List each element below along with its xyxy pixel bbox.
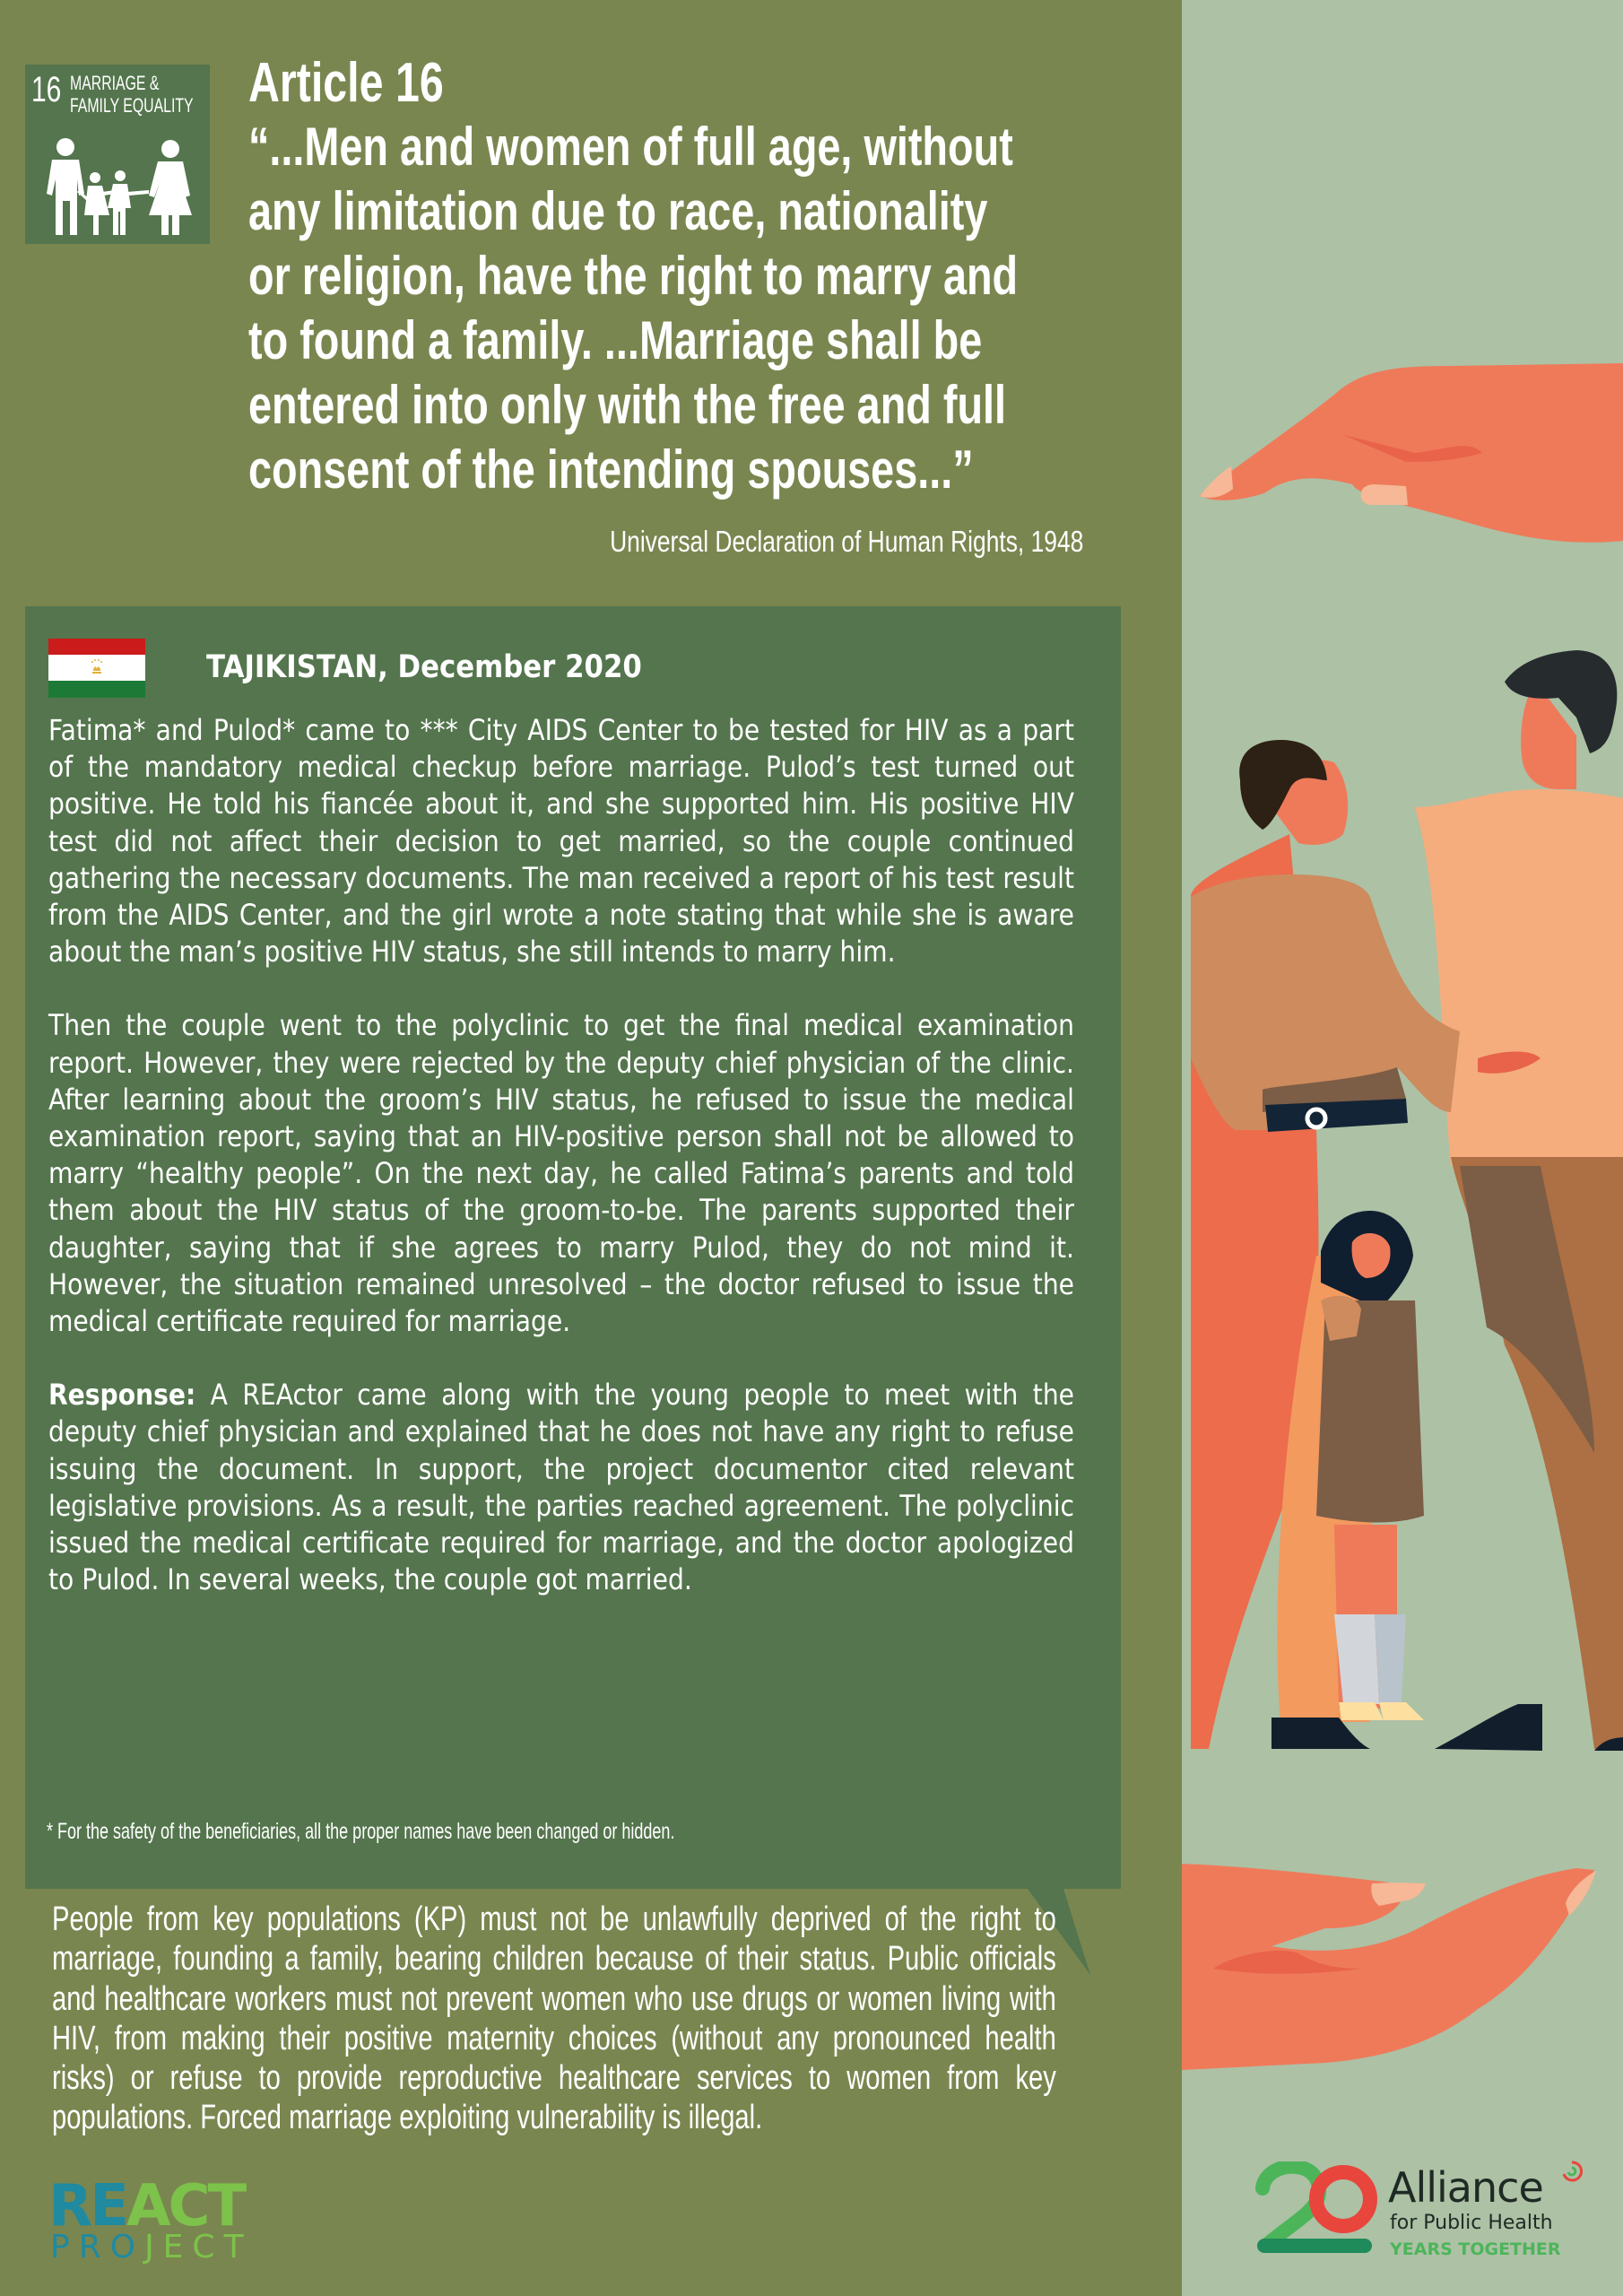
quote-line: consent of the intending spouses...” bbox=[248, 439, 974, 500]
quote-line: to found a family. ...Marriage shall be bbox=[248, 310, 983, 370]
react-project-logo: REACT PROJECT bbox=[48, 2173, 253, 2266]
quote-line: any limitation due to race, nationality bbox=[248, 181, 988, 241]
footnote: * For the safety of the beneficiaries, all the proper names have been changed or hidden. bbox=[47, 1819, 675, 1844]
country-date-heading: TAJIKISTAN, December 2020 bbox=[206, 649, 642, 685]
illustration-panel bbox=[1182, 0, 1623, 2296]
quote-source: Universal Declaration of Human Rights, 1948 bbox=[609, 525, 1083, 558]
badge-number: 16 bbox=[31, 70, 62, 109]
bottom-hand-icon bbox=[1182, 1864, 1596, 2070]
alliance-name: Alliance bbox=[1388, 2163, 1543, 2212]
father-icon bbox=[1415, 650, 1623, 1751]
response-text: A REActor came along with the young people to meet with the deputy chief physician and explained that he does not have any right to refuse issuing the document. In support, the project documentor cited relevant legislative provisions. As a result, the parties reached agreement. The polyclinic issued the medical certificate required for marriage, and the doctor apologized to Pulod. In several weeks, the couple got married. bbox=[48, 1378, 1074, 1597]
family-illustration-icon bbox=[1182, 0, 1623, 2296]
story-box bbox=[25, 606, 1121, 1889]
alliance-tagline: YEARS TOGETHER bbox=[1390, 2239, 1561, 2259]
kp-rights-statement: People from key populations (KP) must not be unlawfully deprived of the right to marriage, founding a family, bearing children because of their status. Public officials and healthcare workers must not prevent women who use drugs or women living with HIV, from making their positive maternity choices (without any pronounced health risks) or refuse to provide reproductive healthcare services to women from key populations. Forced marriage exploiting vulnerability is illegal. bbox=[52, 1900, 1056, 2137]
alliance-subtitle: for Public Health bbox=[1390, 2212, 1553, 2234]
quote-line: or religion, have the right to marry and bbox=[248, 246, 1019, 306]
swirl-icon bbox=[1560, 2160, 1584, 2183]
story-paragraph: Then the couple went to the polyclinic to get the final medical examination report. However, they were rejected by the deputy chief physician of the clinic. After learning about the groom’s HIV status, he refused to issue the medical examination report, saying that an HIV-positive person shall not be allowed to marry “healthy people”. On the next day, he called Fatima’s parents and told them about the HIV status of the groom-to-be. The parents supported their daughter, saying that if she agrees to marry Pulod, they do not mind it. However, the situation remained unresolved – the doctor refused to issue the medical certificate required for marriage. bbox=[48, 1008, 1074, 1339]
top-hand-icon bbox=[1200, 363, 1623, 543]
article-title: Article 16 bbox=[248, 52, 444, 114]
badge-label: MARRIAGE & FAMILY EQUALITY bbox=[70, 72, 194, 117]
alliance-public-health-logo bbox=[1255, 2161, 1578, 2269]
response-label: Response: bbox=[48, 1378, 196, 1413]
quote-line: “...Men and women of full age, without bbox=[248, 117, 1013, 177]
quote-line: entered into only with the free and full bbox=[248, 375, 1007, 435]
story-text bbox=[48, 712, 1074, 1635]
story-paragraph: Fatima* and Pulod* came to *** City AIDS Center to be tested for HIV as a part of the mandatory medical checkup before marriage. Pulod’s test turned out positive. He told his fiancée about it, and she supported him. His positive HIV test did not affect their decision to get married, so the couple continued gathering the necessary documents. The man received a report of his test result from the AIDS Center, and the girl wrote a note stating that while she is aware about the man’s positive HIV status, she still intends to marry him. bbox=[48, 713, 1074, 970]
20-years-icon bbox=[1255, 2161, 1381, 2260]
tajikistan-flag-icon bbox=[48, 639, 145, 698]
crown-icon bbox=[90, 658, 104, 676]
response-paragraph bbox=[48, 1377, 1074, 1598]
